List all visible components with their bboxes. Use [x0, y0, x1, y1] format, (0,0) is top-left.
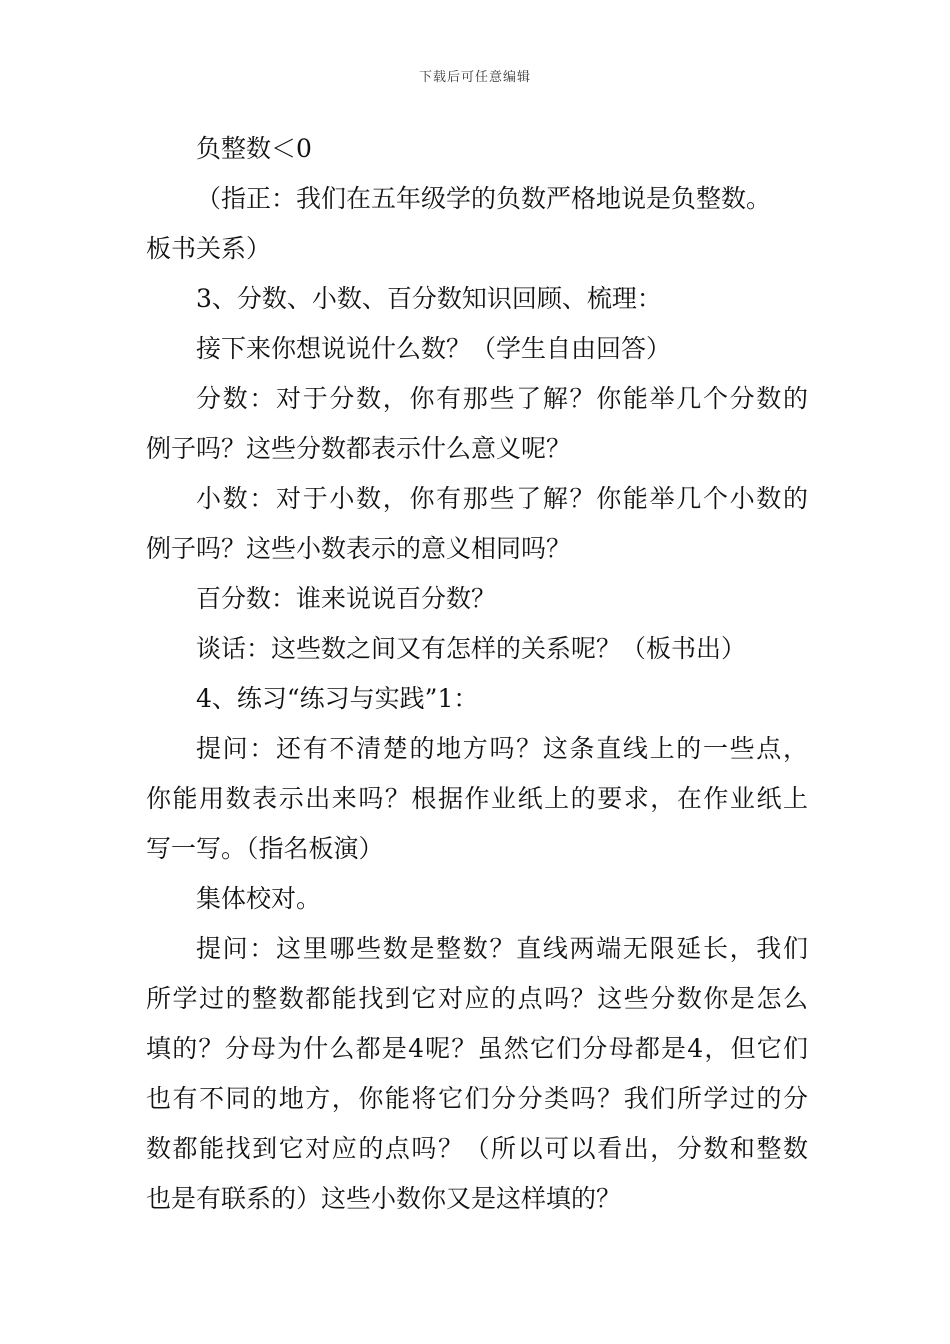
text-line: 谈话：这些数之间又有怎样的关系呢？（板书出）: [196, 634, 747, 663]
text-line: 小数：对于小数，你有那些了解？你能举几个小数的: [196, 484, 808, 513]
text-line: 例子吗？这些分数都表示什么意义呢？: [146, 434, 572, 463]
text-line: 分数：对于分数，你有那些了解？你能举几个分数的: [196, 384, 808, 413]
text-line: 也是有联系的）这些小数你又是这样填的？: [146, 1184, 622, 1213]
page-header-note: 下载后可任意编辑: [418, 70, 531, 85]
text-line: 百分数：谁来说说百分数？: [196, 584, 497, 613]
text-line: 你能用数表示出来吗？根据作业纸上的要求，在作业纸上: [146, 784, 808, 813]
document-body: [146, 124, 808, 1224]
text-line: 填的？分母为什么都是4呢？虽然它们分母都是4，但它们: [146, 1034, 808, 1063]
text-line: 例子吗？这些小数表示的意义相同吗？: [146, 534, 572, 563]
section-heading: 4、练习“练习与实践”1：: [196, 684, 479, 713]
text-line: 所学过的整数都能找到它对应的点吗？这些分数你是怎么: [146, 984, 808, 1013]
text-line: 也有不同的地方，你能将它们分分类吗？我们所学过的分: [146, 1084, 808, 1113]
text-line: 板书关系）: [146, 234, 272, 263]
text-line: 数都能找到它对应的点吗？（所以可以看出，分数和整数: [146, 1134, 808, 1163]
text-line: 提问：还有不清楚的地方吗？这条直线上的一些点，: [196, 734, 808, 763]
text-line: 写一写。（指名板演）: [146, 834, 384, 863]
section-heading: 3、分数、小数、百分数知识回顾、梳理：: [196, 284, 662, 313]
text-line: 接下来你想说说什么数？（学生自由回答）: [196, 334, 672, 363]
text-line: 提问：这里哪些数是整数？直线两端无限延长，我们: [196, 934, 808, 963]
text-line: （指正：我们在五年级学的负数严格地说是负整数。: [196, 184, 772, 213]
text-line: 集体校对。: [196, 884, 322, 913]
text-line: 负整数＜0: [196, 134, 312, 163]
